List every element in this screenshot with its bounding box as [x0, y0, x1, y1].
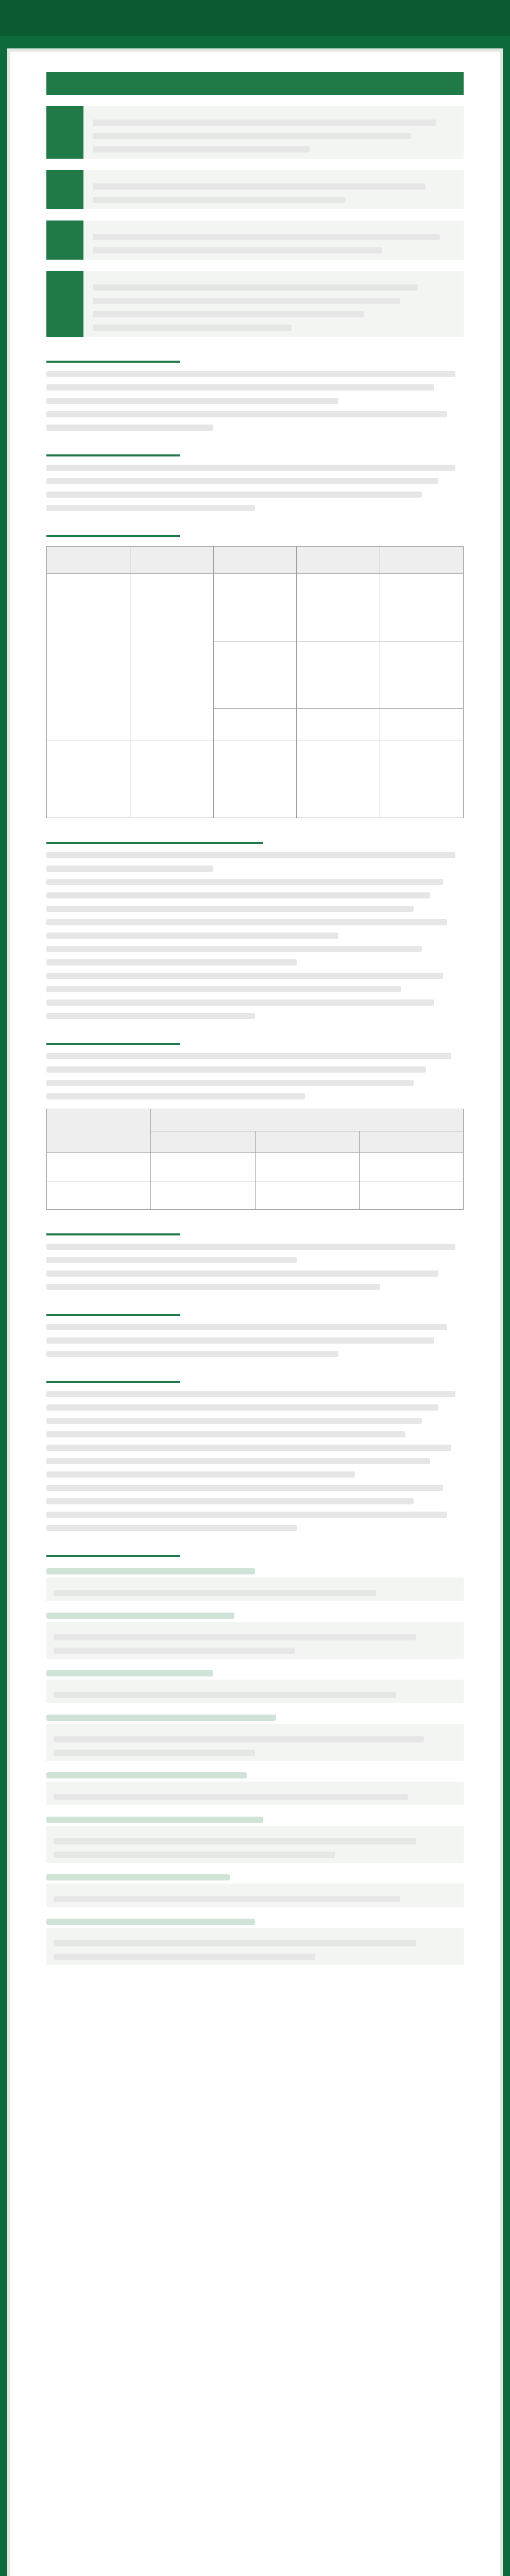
faq-question: [46, 1817, 464, 1823]
faq-answer: [46, 1782, 464, 1805]
table-header-row: [47, 1109, 464, 1131]
table-row: [47, 740, 464, 818]
faq-answer: [46, 1884, 464, 1907]
rule-text: [83, 170, 464, 209]
faq-answer: [46, 1578, 464, 1601]
table-row: [47, 1153, 464, 1181]
faq-answer: [46, 1724, 464, 1761]
section-2: [46, 431, 464, 511]
section-body: [46, 1053, 464, 1099]
warranty-table: [46, 546, 464, 818]
section-8: [46, 1357, 464, 1531]
rule-row: [46, 170, 464, 209]
section-heading: [46, 511, 180, 537]
faq-question: [46, 1670, 464, 1676]
section-body: [46, 371, 464, 431]
page-title: [46, 72, 464, 95]
section-heading: [46, 1290, 180, 1316]
section-6: [46, 1210, 464, 1290]
rule-number: [46, 271, 83, 337]
section-body: [46, 852, 464, 1019]
faq-answer: [46, 1680, 464, 1703]
section-body: [46, 1324, 464, 1357]
table-row: [47, 1181, 464, 1210]
rule-text: [83, 271, 464, 337]
section-9-faq: [46, 1531, 464, 1965]
rule-text: [83, 106, 464, 159]
section-heading: [46, 1531, 180, 1557]
section-7: [46, 1290, 464, 1357]
faq-question: [46, 1772, 464, 1778]
section-heading: [46, 431, 180, 456]
section-body: [46, 465, 464, 511]
rule-number: [46, 170, 83, 209]
table-row: [47, 574, 464, 641]
section-5-shipping: [46, 1019, 464, 1210]
rule-number: [46, 221, 83, 260]
faq-question: [46, 1715, 464, 1721]
section-3-warranty-table: [46, 511, 464, 818]
faq-answer: [46, 1622, 464, 1659]
section-body: [46, 1244, 464, 1290]
table-header-row: [47, 547, 464, 574]
section-4: [46, 818, 464, 1019]
faq-list: [46, 1568, 464, 1965]
rule-row: [46, 106, 464, 159]
section-heading: [46, 818, 263, 844]
section-heading: [46, 1019, 180, 1045]
faq-question: [46, 1919, 464, 1925]
section-body: [46, 1391, 464, 1531]
rule-row: [46, 221, 464, 260]
document-sheet: [10, 52, 500, 2576]
rule-text: [83, 221, 464, 260]
top-banner: [0, 0, 510, 36]
shipping-table: [46, 1109, 464, 1210]
section-1: [46, 337, 464, 431]
rule-row: [46, 271, 464, 337]
intro-rules: [46, 106, 464, 337]
section-heading: [46, 1210, 180, 1235]
section-heading: [46, 1357, 180, 1383]
rule-number: [46, 106, 83, 159]
faq-answer: [46, 1928, 464, 1965]
faq-question: [46, 1874, 464, 1880]
faq-answer: [46, 1826, 464, 1863]
faq-question: [46, 1613, 464, 1619]
faq-question: [46, 1568, 464, 1574]
section-heading: [46, 337, 180, 363]
